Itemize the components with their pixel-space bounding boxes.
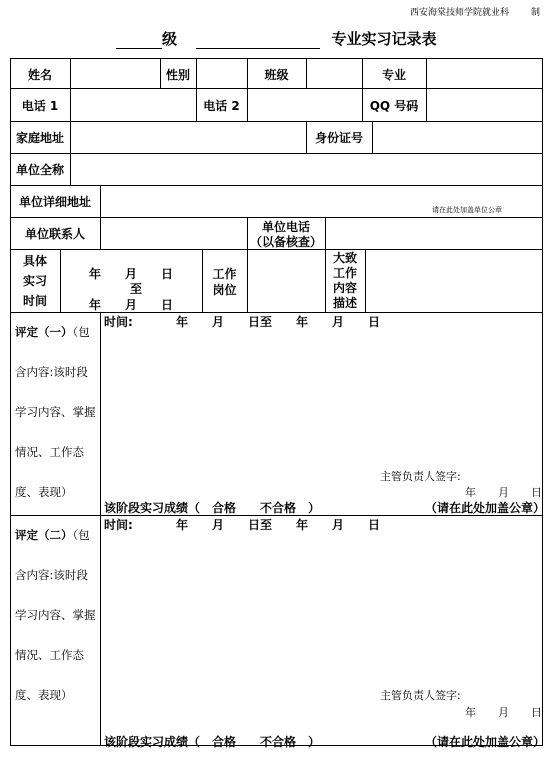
major-suffix: 专业实习记录表	[331, 30, 437, 48]
evaluation-1-content-2: 学习内容、掌握	[15, 405, 96, 419]
evaluation-2-content-4: 度、表现）	[15, 688, 73, 702]
qq-label: QQ 号码	[369, 99, 419, 113]
gender-label: 性别	[165, 68, 190, 82]
post-label-2: 岗位	[212, 283, 237, 297]
period-label-1: 具体	[22, 254, 47, 268]
evaluation-2-stamp: （请在此处加盖公章）	[425, 735, 546, 749]
to-label: 至	[130, 282, 143, 296]
level-suffix: 级	[162, 30, 178, 48]
evaluation-2-title: 评定（二）	[15, 528, 73, 542]
desc-label-3: 内容	[332, 281, 357, 295]
desc-label-4: 描述	[332, 296, 357, 310]
company-phone-note: （以备核查）	[249, 235, 322, 249]
to-date: 年 月 日	[88, 298, 173, 312]
period-label-3: 时间	[22, 294, 47, 308]
evaluation-2-content-2: 学习内容、掌握	[15, 608, 96, 622]
evaluation-1-signer: 主管负责人签字:	[380, 470, 461, 483]
class-label: 班级	[264, 68, 289, 82]
phone2-label: 电话 2	[203, 99, 240, 113]
grade-blank[interactable]	[116, 32, 162, 49]
id-card-label: 身份证号	[314, 131, 363, 145]
from-date: 年 月 日	[88, 267, 173, 281]
evaluation-1-content-1: 含内容:该时段	[15, 365, 88, 379]
desc-label-2: 工作	[332, 266, 357, 280]
evaluation-2-time-value: 年 月 日至 年 月 日	[176, 518, 381, 532]
evaluation-2-grade: 该阶段实习成绩（ 合格 不合格 ）	[104, 735, 321, 749]
phone1-label: 电话 1	[21, 99, 59, 113]
major-label: 专业	[381, 68, 406, 82]
issuer-label: 西安海棠技师学院就业科	[410, 8, 510, 18]
evaluation-1-content-3: 情况、工作态	[15, 445, 84, 459]
name-label: 姓名	[27, 68, 52, 82]
evaluation-1-time-value: 年 月 日至 年 月 日	[176, 315, 381, 329]
issuer-suffix: 制	[531, 8, 541, 18]
evaluation-1-content-0: （包	[72, 325, 90, 339]
evaluation-1-sign-date: 年 月 日	[465, 486, 542, 499]
company-phone-label: 单位电话	[261, 220, 310, 234]
evaluation-1-time-label: 时间:	[104, 315, 133, 329]
period-label-2: 实习	[22, 274, 47, 288]
evaluation-1-description	[15, 312, 99, 512]
evaluation-2-description	[15, 515, 99, 715]
major-blank[interactable]	[196, 32, 320, 49]
stamp-hint: 请在此处加盖单位公章	[432, 206, 502, 214]
evaluation-2-sign-date: 年 月 日	[465, 706, 542, 719]
evaluation-2-content-0: （包	[72, 528, 90, 542]
home-address-label: 家庭地址	[15, 131, 64, 145]
company-contact-label: 单位联系人	[24, 227, 85, 241]
evaluation-2-content-1: 含内容:该时段	[15, 568, 88, 582]
form-title	[116, 28, 437, 49]
desc-label-1: 大致	[332, 251, 357, 265]
evaluation-2-signer: 主管负责人签字:	[380, 689, 461, 702]
evaluation-1-grade: 该阶段实习成绩（ 合格 不合格 ）	[104, 501, 321, 515]
evaluation-2-time-label: 时间:	[104, 518, 133, 532]
evaluation-2-content-3: 情况、工作态	[15, 648, 84, 662]
evaluation-1-stamp: （请在此处加盖公章）	[425, 501, 546, 515]
post-label-1: 工作	[212, 267, 237, 281]
company-name-label: 单位全称	[15, 163, 64, 177]
evaluation-1-title: 评定（一）	[15, 325, 73, 339]
company-address-label: 单位详细地址	[18, 195, 91, 209]
evaluation-1-content-4: 度、表现）	[15, 485, 73, 499]
